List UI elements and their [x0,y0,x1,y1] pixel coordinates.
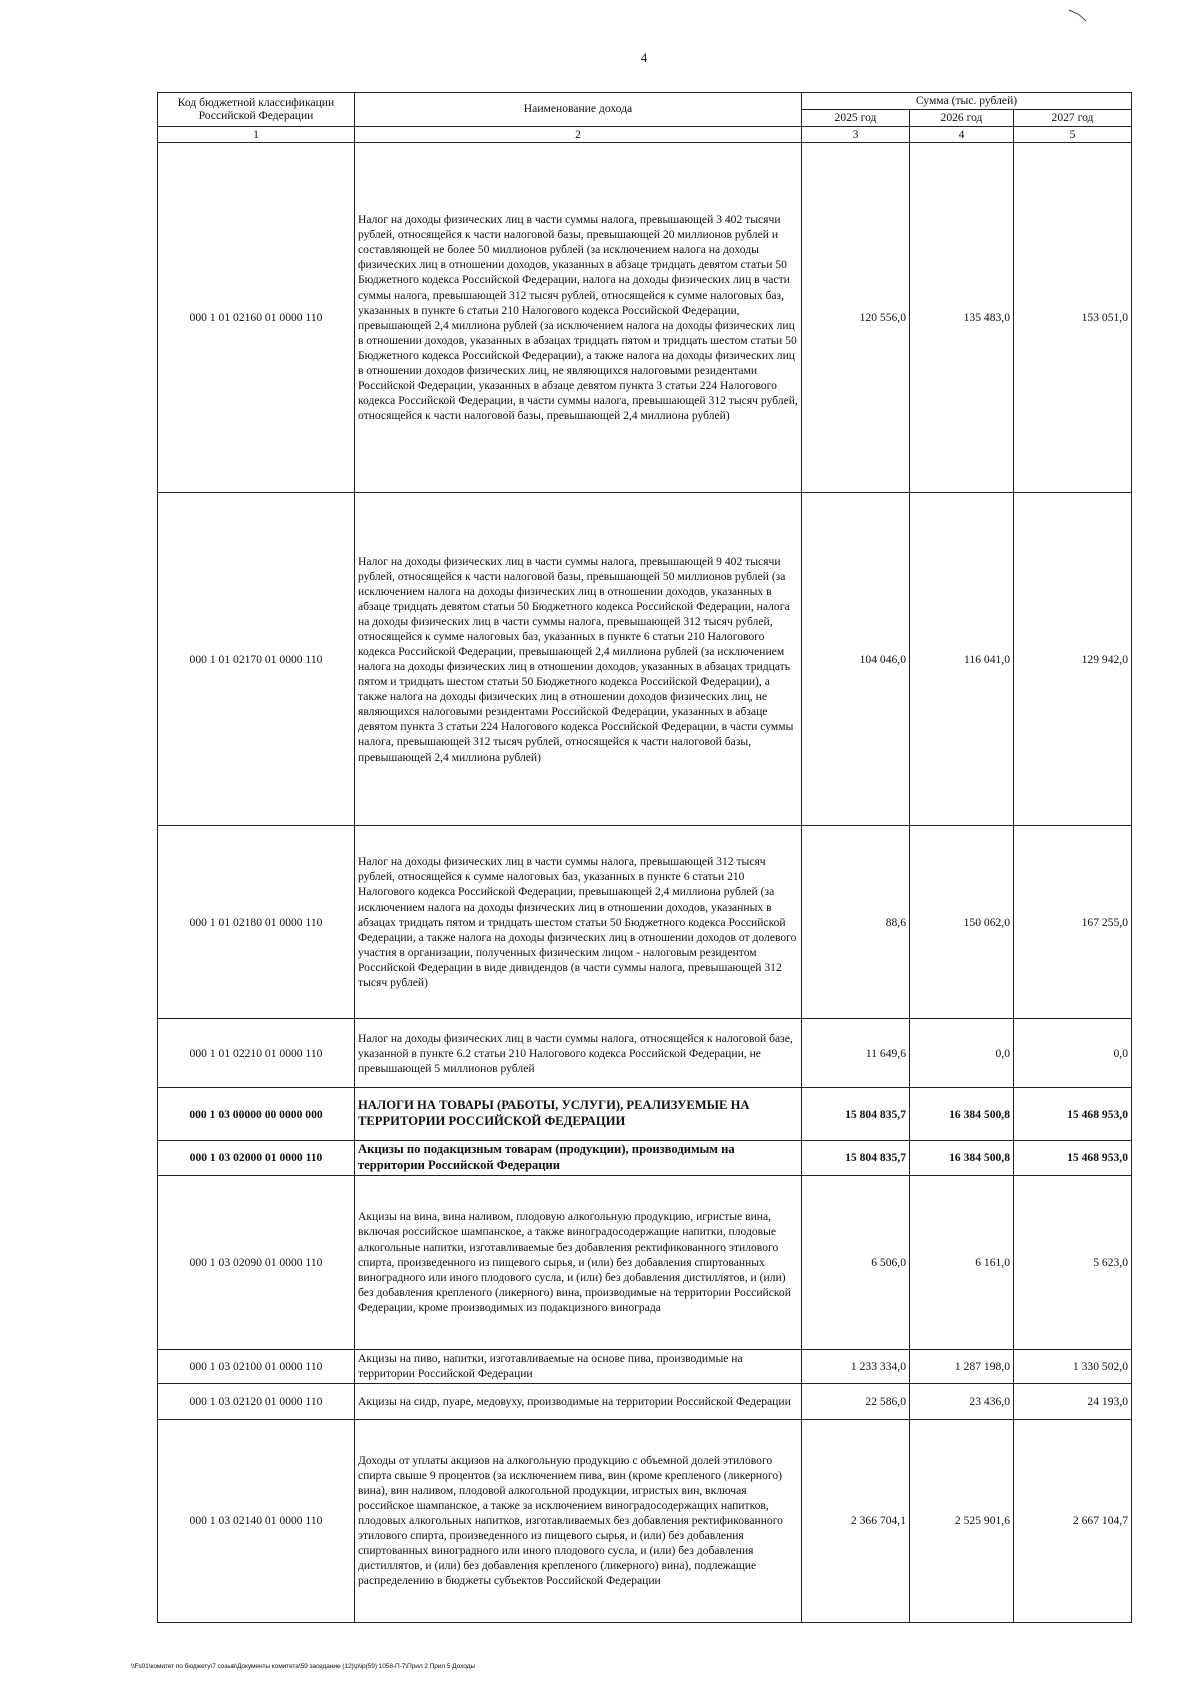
page-number: 4 [640,50,648,65]
value-2025: 88,6 [802,826,910,1019]
budget-code: 000 1 03 02140 01 0000 110 [158,1419,355,1622]
value-2027: 2 667 104,7 [1014,1419,1132,1622]
budget-code: 000 1 03 02100 01 0000 110 [158,1349,355,1383]
header-year-2026: 2026 год [910,109,1014,126]
header-sum: Сумма (тыс. рублей) [802,93,1132,110]
value-2027: 15 468 953,0 [1014,1088,1132,1141]
value-2025: 22 586,0 [802,1383,910,1419]
budget-code: 000 1 01 02160 01 0000 110 [158,143,355,493]
header-year-2025: 2025 год [802,109,910,126]
value-2025: 15 804 835,7 [802,1141,910,1175]
budget-code: 000 1 01 02210 01 0000 110 [158,1019,355,1088]
value-2026: 1 287 198,0 [910,1349,1014,1383]
budget-code: 000 1 03 02120 01 0000 110 [158,1383,355,1419]
header-code: Код бюджетной классификации Российской Федерации [158,93,355,127]
revenue-name: Налог на доходы физических лиц в части суммы налога, превышающей 312 тысяч рублей, относящейся к сумме налоговых баз, указанных в пункте 6 статьи 210 Налогового кодекса Российской Федерации, превышающей 2,4 миллиона рублей (за исключением налога на доходы физических лиц в отношении доходов, указанных в абзацах тридцать пятом и тридцать шестом статьи 50 Бюджетного кодекса Российской Федерации, а также налога на доходы физических лиц в отношении доходов от долевого участия в организации, полученных физическим лицом - налоговым резидентом Российской Федерации в виде дивидендов (в части суммы налога, превышающей 312 тысяч рублей) [355,826,802,1019]
value-2026: 23 436,0 [910,1383,1014,1419]
budget-code: 000 1 03 02000 01 0000 110 [158,1141,355,1175]
table-row [158,826,1132,1019]
header-year-2027: 2027 год [1014,109,1132,126]
col-number: 5 [1014,126,1132,142]
value-2025: 1 233 334,0 [802,1349,910,1383]
value-2027: 24 193,0 [1014,1383,1132,1419]
value-2027: 1 330 502,0 [1014,1349,1132,1383]
scan-mark-icon [1068,8,1090,22]
value-2026: 16 384 500,8 [910,1088,1014,1141]
revenue-name: Акцизы на сидр, пуаре, медовуху, производимые на территории Российской Федерации [355,1383,802,1419]
table-row [158,1019,1132,1088]
budget-code: 000 1 03 00000 00 0000 000 [158,1088,355,1141]
revenue-name: Налог на доходы физических лиц в части суммы налога, относящейся к налоговой базе, указанной в пункте 6.2 статьи 210 Налогового кодекса Российской Федерации, не превышающей 5 миллионов рублей [355,1019,802,1088]
col-number: 1 [158,126,355,142]
col-number: 2 [355,126,802,142]
revenue-table [157,92,1132,1623]
revenue-name: Доходы от уплаты акцизов на алкогольную продукцию с объемной долей этилового спирта свыше 9 процентов (за исключением пива, вин (кроме крепленого (ликерного) вина), вин наливом, плодовой алкогольной продукции, игристых вин, включая российское шампанское, а также за исключением виноградосодержащих напитков, плодовых алкогольных напитков, изготавливаемых без добавления ректификованного этилового спирта, произведенного из пищевого сырья, и (или) без добавления спиртованных виноградного или иного плодового сусла, и (или) без добавления дистиллятов, и (или) без добавления крепленого (ликерного) вина), подлежащие распределению в бюджеты субъектов Российской Федерации [355,1419,802,1622]
value-2026: 16 384 500,8 [910,1141,1014,1175]
table-row [158,143,1132,493]
revenue-name: Акцизы на пиво, напитки, изготавливаемые на основе пива, производимые на территории Российской Федерации [355,1349,802,1383]
value-2027: 167 255,0 [1014,826,1132,1019]
value-2026: 135 483,0 [910,143,1014,493]
value-2026: 6 161,0 [910,1175,1014,1349]
table-row [158,1141,1132,1175]
header-name: Наименование дохода [355,93,802,127]
revenue-name: Акцизы по подакцизным товарам (продукции), производимым на территории Российской Федерации [355,1141,802,1175]
column-number-row [158,126,1132,142]
value-2025: 2 366 704,1 [802,1419,910,1622]
footer-file-path: \\Fs01\комитет по бюджету\7 созыв\Документы комитета\59 заседание (12)\p\ip(59) 1058-П-7\Прил 2 Прил 5 Доходы [131,1663,476,1670]
revenue-name: Акцизы на вина, вина наливом, плодовую алкогольную продукцию, игристые вина, включая российское шампанское, а также виноградосодержащие напитки, плодовые алкогольные напитки, изготавливаемые без добавления ректификованного этилового спирта, произведенного из пищевого сырья, и (или) без добавления спиртованных виноградного или иного плодового сусла, и (или) без добавления дистиллятов, и (или) без добавления крепленого (ликерного) вина, производимые на территории Российской Федерации, кроме производимых из подакцизного винограда [355,1175,802,1349]
value-2025: 6 506,0 [802,1175,910,1349]
value-2027: 15 468 953,0 [1014,1141,1132,1175]
value-2026: 0,0 [910,1019,1014,1088]
budget-code: 000 1 03 02090 01 0000 110 [158,1175,355,1349]
revenue-name: НАЛОГИ НА ТОВАРЫ (РАБОТЫ, УСЛУГИ), РЕАЛИЗУЕМЫЕ НА ТЕРРИТОРИИ РОССИЙСКОЙ ФЕДЕРАЦИИ [355,1088,802,1141]
table-row [158,1349,1132,1383]
budget-code: 000 1 01 02180 01 0000 110 [158,826,355,1019]
value-2026: 150 062,0 [910,826,1014,1019]
table-row [158,1383,1132,1419]
budget-code: 000 1 01 02170 01 0000 110 [158,493,355,826]
value-2027: 153 051,0 [1014,143,1132,493]
value-2025: 15 804 835,7 [802,1088,910,1141]
col-number: 3 [802,126,910,142]
table-row [158,1419,1132,1622]
value-2027: 0,0 [1014,1019,1132,1088]
value-2027: 129 942,0 [1014,493,1132,826]
table-row [158,1088,1132,1141]
col-number: 4 [910,126,1014,142]
table-row [158,493,1132,826]
header-row [158,93,1132,110]
value-2026: 2 525 901,6 [910,1419,1014,1622]
table-row [158,1175,1132,1349]
revenue-name: Налог на доходы физических лиц в части суммы налога, превышающей 3 402 тысячи рублей, относящейся к части налоговой базы, превышающей 20 миллионов рублей и составляющей не более 50 миллионов рублей (за исключением налога на доходы физических лиц в отношении доходов, указанных в абзаце тридцать девятом статьи 50 Бюджетного кодекса Российской Федерации, налога на доходы физических лиц в части суммы налога, превышающей 312 тысяч рублей, относящейся к сумме налоговых баз, указанных в пункте 6 статьи 210 Налогового кодекса Российской Федерации, превышающей 2,4 миллиона рублей (за исключением налога на доходы физических лиц в отношении доходов, указанных в абзацах тридцать пятом и тридцать шестом статьи 50 Бюджетного кодекса Российской Федерации), а также налога на доходы физических лиц в отношении доходов физических лиц, не являющихся налоговыми резидентами Российской Федерации, указанных в абзаце девятом пункта 3 статьи 224 Налогового кодекса Российской Федерации, в части суммы налога, превышающей 312 тысяч рублей, относящейся к части налоговой базы, превышающей 2,4 миллиона рублей) [355,143,802,493]
revenue-name: Налог на доходы физических лиц в части суммы налога, превышающей 9 402 тысячи рублей, относящейся к части налоговой базы, превышающей 50 миллионов рублей (за исключением налога на доходы физических лиц в отношении доходов, указанных в абзаце тридцать девятом статьи 50 Бюджетного кодекса Российской Федерации, налога на доходы физических лиц в части суммы налога, превышающей 312 тысяч рублей, относящейся к сумме налоговых баз, указанных в пункте 6 статьи 210 Налогового кодекса Российской Федерации, превышающей 2,4 миллиона рублей (за исключением налога на доходы физических лиц в отношении доходов, указанных в абзацах тридцать пятом и тридцать шестом статьи 50 Бюджетного кодекса Российской Федерации), а также налога на доходы физических лиц в отношении доходов физических лиц, не являющихся налоговыми резидентами Российской Федерации, указанных в абзаце девятом пункта 3 статьи 224 Налогового кодекса Российской Федерации, в части суммы налога, превышающей 312 тысяч рублей, относящейся к части налоговой базы, превышающей 2,4 миллиона рублей) [355,493,802,826]
value-2025: 104 046,0 [802,493,910,826]
value-2025: 120 556,0 [802,143,910,493]
value-2027: 5 623,0 [1014,1175,1132,1349]
value-2025: 11 649,6 [802,1019,910,1088]
value-2026: 116 041,0 [910,493,1014,826]
